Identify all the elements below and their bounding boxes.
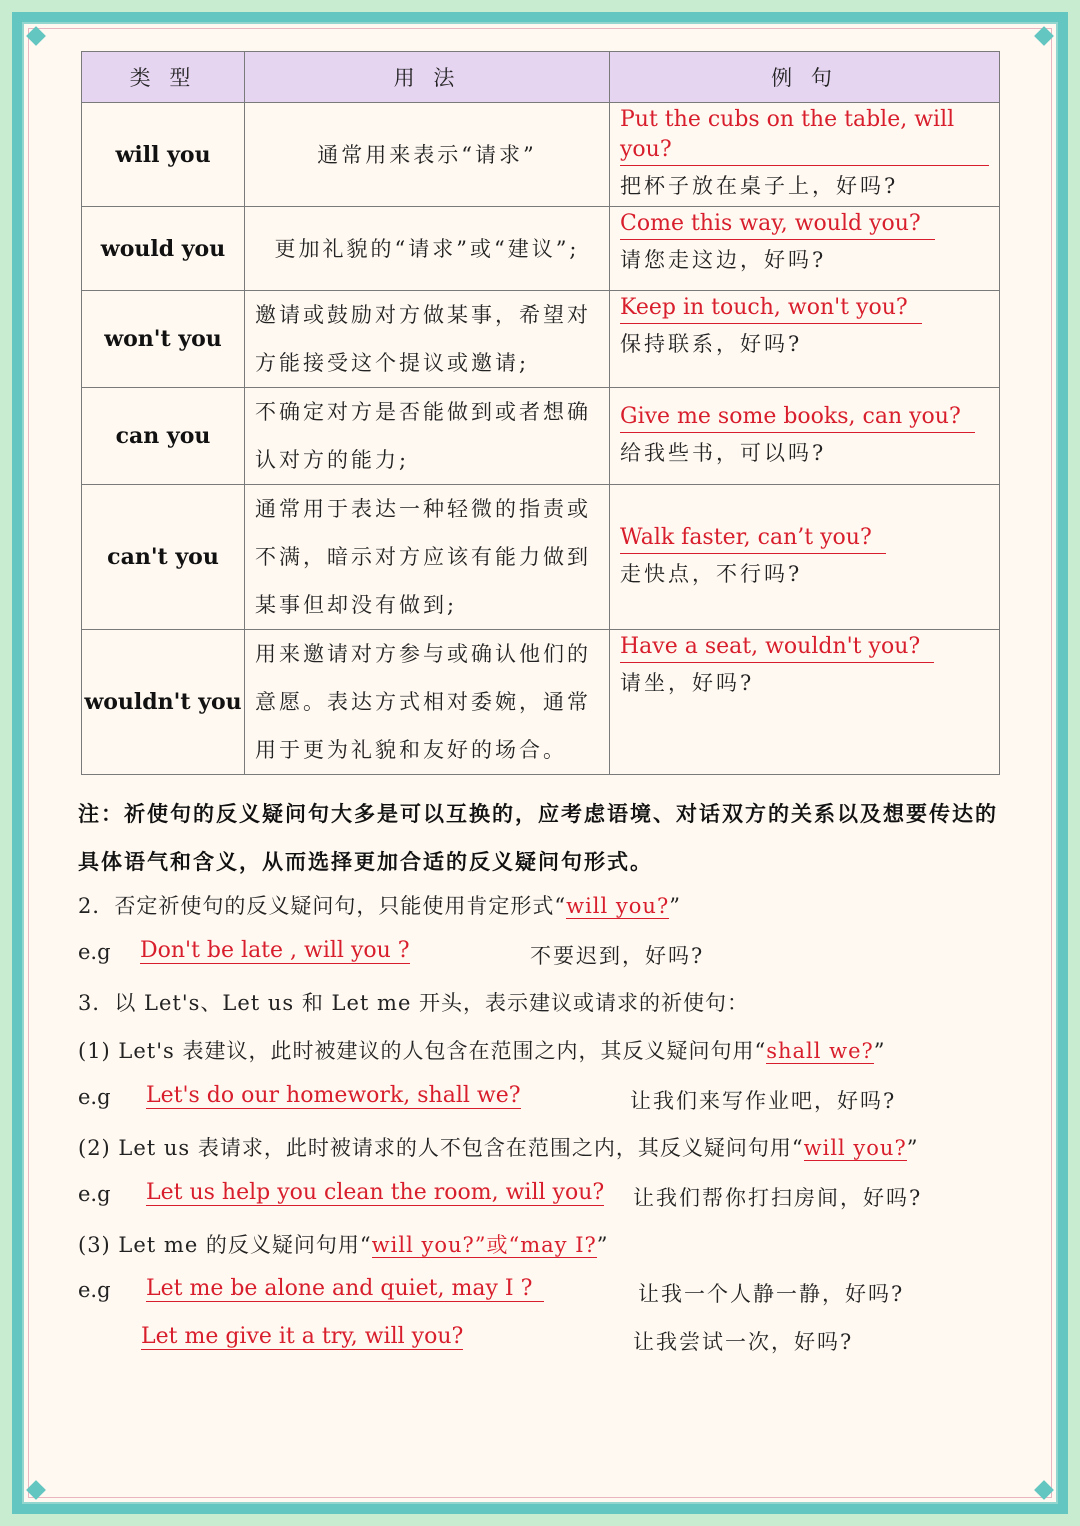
header-usage: 用 法 [245,52,610,103]
example-cell [610,388,1000,485]
item-2-highlight: will you? [803,1136,907,1160]
example-en: Give me some books, can you? [620,402,975,433]
table-row [82,291,1000,388]
example-zh: 走快点，不行吗? [620,561,803,586]
usage-cell: 不确定对方是否能做到或者想确认对方的能力; [245,388,610,485]
item-2-line [78,1132,918,1162]
example-cell [610,291,1000,388]
table-row [82,207,1000,291]
eg-label: e.g [78,1085,111,1109]
example-sentence-en: Let us help you clean the room, will you? [146,1180,605,1205]
example-zh: 请坐，好吗? [620,671,755,695]
example-en: Have a seat, wouldn't you? [620,632,934,663]
example-sentence-en: Let me be alone and quiet, may I ? [146,1276,544,1302]
eg-label: e.g [78,940,111,964]
section-2-line [78,890,681,920]
item-3-text: (3) Let me 的反义疑问句用“ [78,1233,372,1257]
item-1-line [78,1035,886,1065]
usage-table [81,51,1000,775]
example-sentence-zh: 让我尝试一次，好吗? [633,1330,854,1354]
eg-label: e.g [78,1182,111,1206]
note-paragraph: 注：祈使句的反义疑问句大多是可以互换的，应考虑语境、对话双方的关系以及想要传达的具体语气和含义，从而选择更加合适的反义疑问句形式。 [78,801,998,874]
example-sentence-zh: 让我们来写作业吧，好吗? [630,1089,897,1113]
example-sentence-en: Don't be late , will you ? [140,938,410,963]
item-1-highlight: shall we? [766,1039,874,1063]
example-sentence-en: Let's do our homework, shall we? [146,1083,521,1108]
example-sentence-zh: 不要迟到，好吗? [530,944,705,968]
example-zh: 保持联系，好吗? [620,332,803,356]
usage-cell: 更加礼貌的“请求”或“建议”; [245,207,610,291]
example-cell [610,485,1000,630]
table-row [82,388,1000,485]
item-2-text: (2) Let us 表请求，此时被请求的人不包含在范围之内，其反义疑问句用“ [78,1136,804,1160]
example-sentence-zh: 让我一个人静一静，好吗? [638,1282,905,1306]
table-row [82,485,1000,630]
example-sentence-zh: 让我们帮你打扫房间，好吗? [633,1186,923,1210]
example-zh: 把杯子放在桌子上，好吗? [620,174,899,198]
item-3-suffix: ” [596,1233,609,1257]
item-2-suffix: ” [906,1136,919,1160]
example-en: Come this way, would you? [620,209,935,240]
header-example: 例 句 [610,52,1000,103]
usage-cell: 通常用来表示“请求” [245,103,610,207]
table-row [82,103,1000,207]
header-type: 类 型 [82,52,245,103]
type-cell: would you [82,207,245,291]
section-2-suffix: ” [669,894,681,918]
type-cell: won't you [82,291,245,388]
type-cell: wouldn't you [82,630,245,775]
item-3-highlight: will you?”或“may I? [371,1233,597,1257]
section-2-text: 2．否定祈使句的反义疑问句，只能使用肯定形式“ [78,894,567,918]
item-1-text: (1) Let's 表建议，此时被建议的人包含在范围之内，其反义疑问句用“ [78,1039,767,1063]
usage-cell: 用来邀请对方参与或确认他们的意愿。表达方式相对委婉，通常用于更为礼貌和友好的场合。 [245,630,610,775]
example-en: Put the cubs on the table, will you? [620,105,989,166]
example-cell [610,630,1000,775]
example-en: Keep in touch, won't you? [620,293,922,324]
example-cell [610,207,1000,291]
item-1-suffix: ” [873,1039,886,1063]
example-zh: 请您走这边，好吗? [620,248,827,272]
eg-label: e.g [78,1278,111,1302]
table-header-row [82,52,1000,103]
type-cell: will you [82,103,245,207]
item-3-line [78,1229,609,1259]
usage-cell: 邀请或鼓励对方做某事，希望对方能接受这个提议或邀请; [245,291,610,388]
type-cell: can't you [82,485,245,630]
usage-cell: 通常用于表达一种轻微的指责或不满，暗示对方应该有能力做到某事但却没有做到; [245,485,610,630]
section-2-highlight: will you? [566,894,670,918]
table-row [82,630,1000,775]
example-sentence-en: Let me give it a try, will you? [141,1324,464,1349]
example-cell [610,103,1000,207]
example-en: Walk faster, can’t you? [620,523,886,554]
type-cell: can you [82,388,245,485]
section-3-line: 3．以 Let's、Let us 和 Let me 开头，表示建议或请求的祈使句： [78,991,750,1015]
example-zh: 给我些书，可以吗? [620,440,827,465]
